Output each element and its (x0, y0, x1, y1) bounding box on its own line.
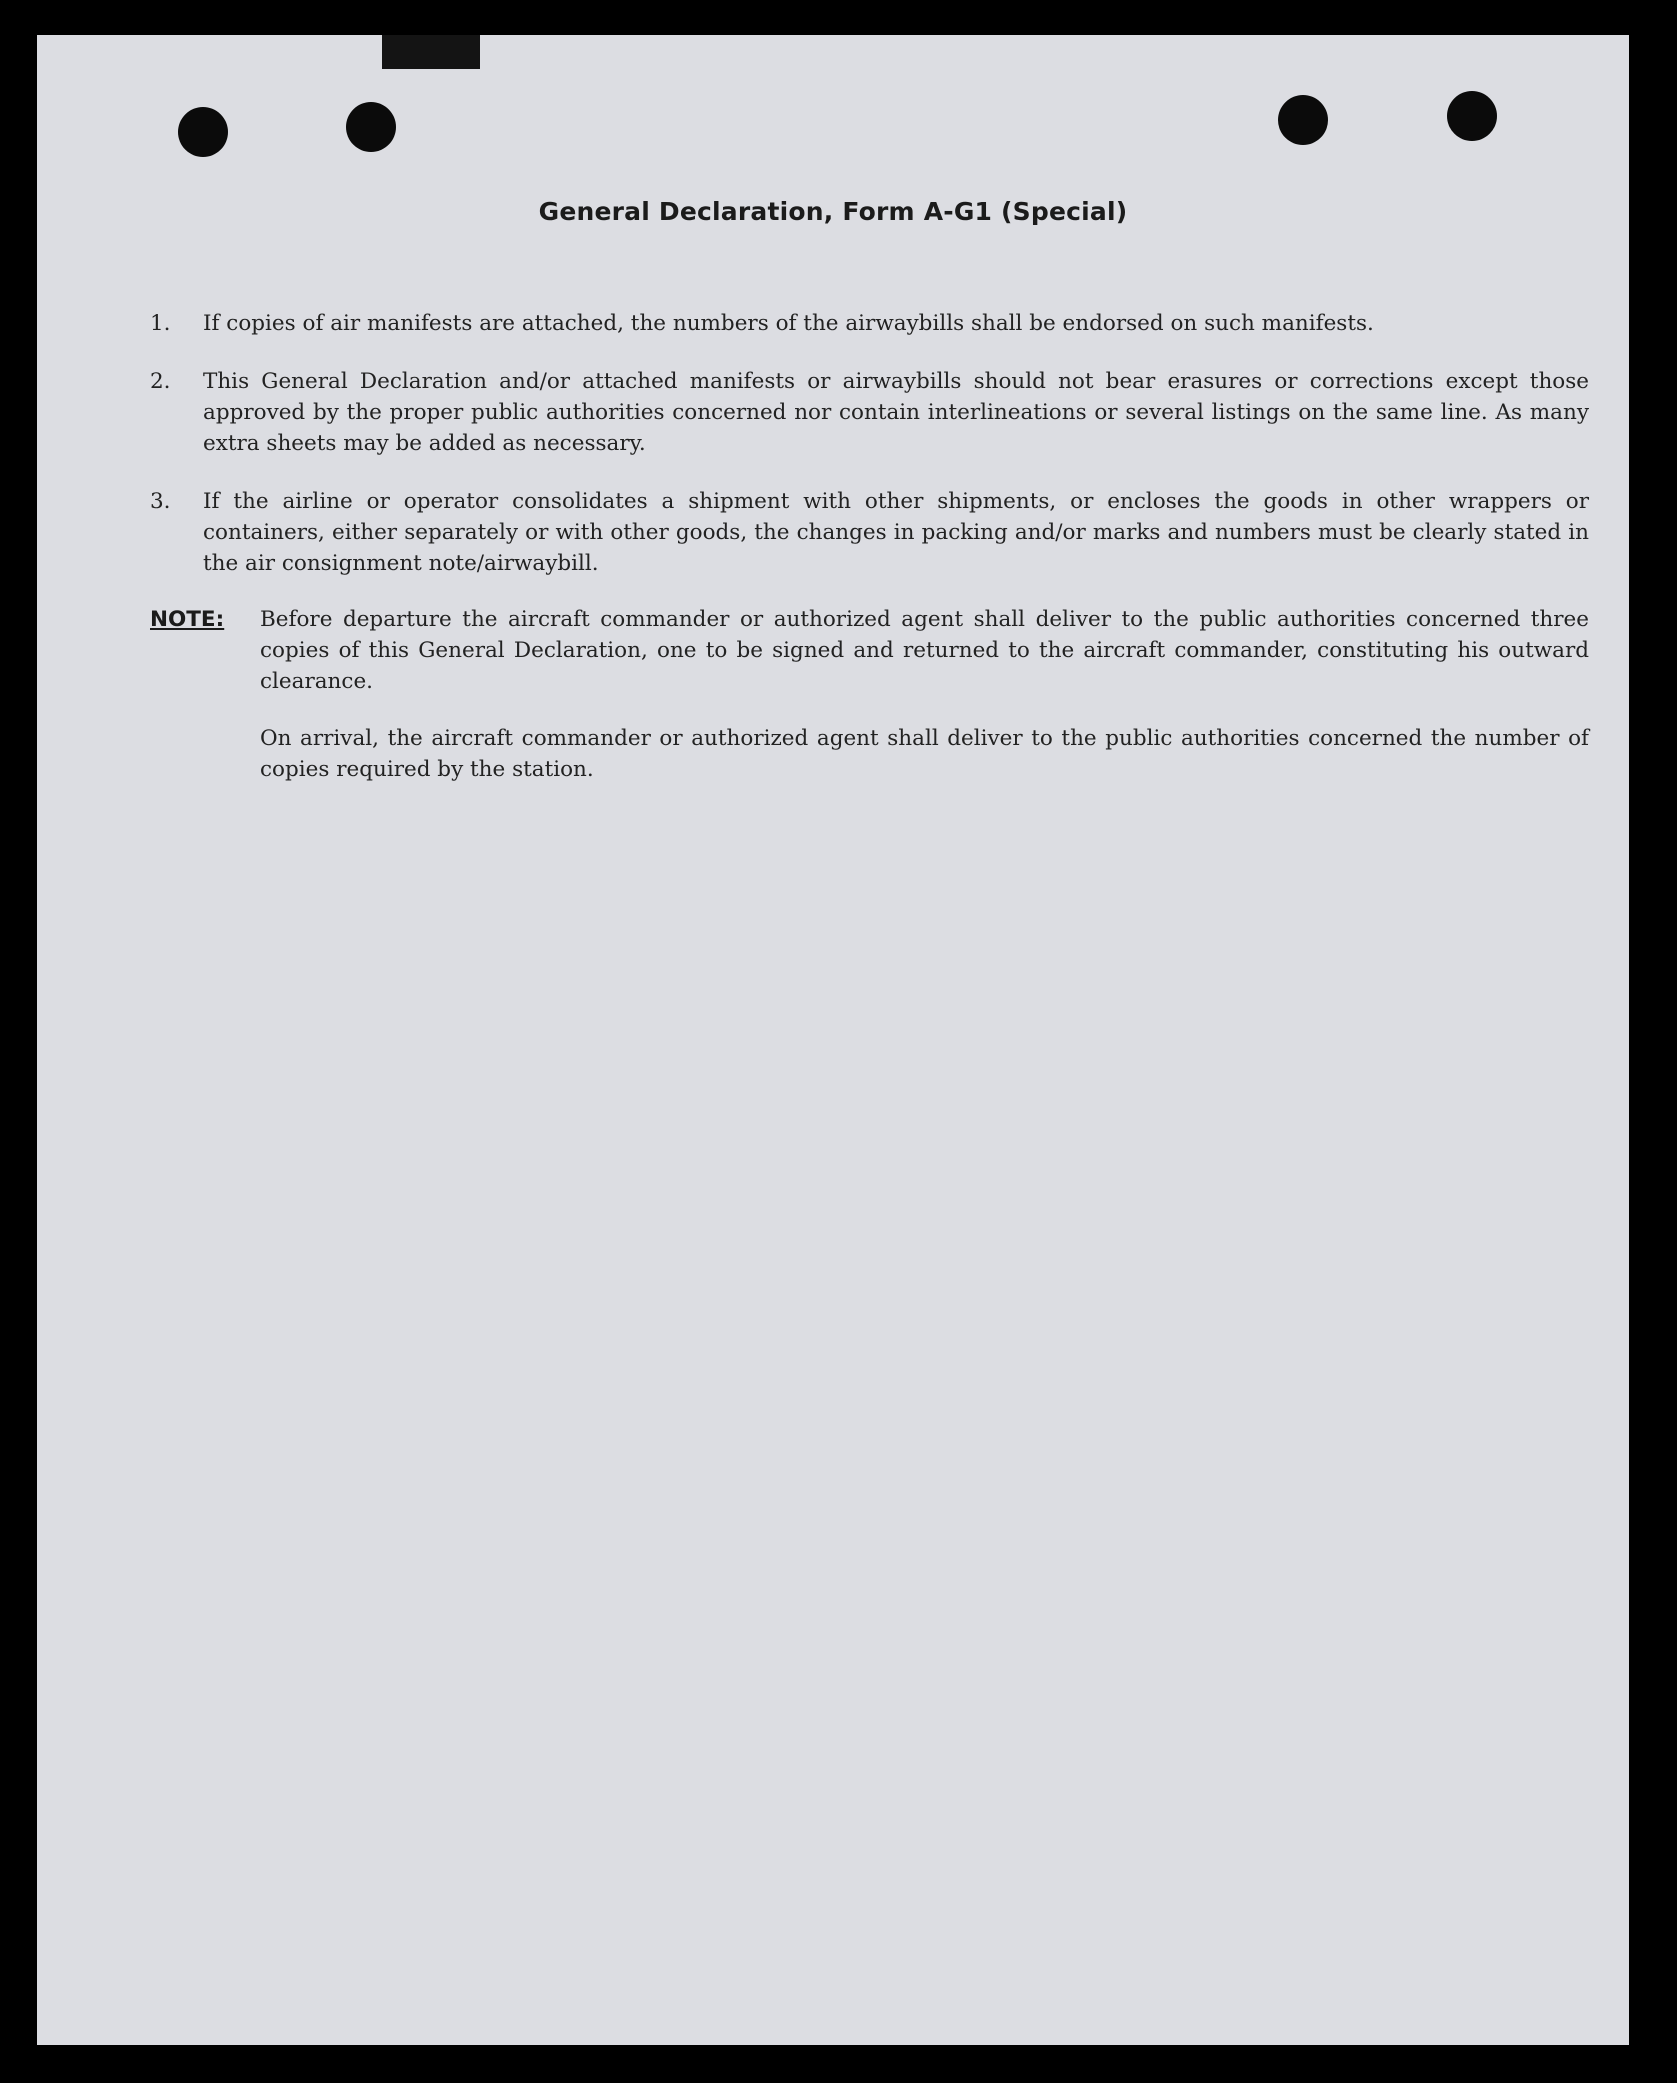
item-number: 1. (150, 311, 171, 336)
note-label: NOTE: (150, 607, 225, 632)
note-block (150, 604, 1589, 697)
note-paragraph: On arrival, the aircraft commander or authorized agent shall deliver to the public authorities concerned the number of copies required by the station. (260, 726, 1589, 782)
item-number: 2. (150, 369, 171, 394)
punch-hole (346, 102, 396, 152)
note-paragraph: Before departure the aircraft commander or authorized agent shall deliver to the public authorities concerned three copies of this General Declaration, one to be signed and returned to the aircraft commander, constituting his outward clearance. (260, 607, 1589, 694)
instruction-item (150, 308, 1589, 339)
page-tab-mark (382, 35, 480, 69)
item-text: This General Declaration and/or attached manifests or airwaybills should not bear erasures or corrections except those approved by the proper public authorities concerned nor contain interlineations or several listings on the same line. As many extra sheets may be added as necessary. (203, 369, 1589, 456)
document-title: General Declaration, Form A-G1 (Special) (538, 197, 1128, 226)
punch-hole (1447, 91, 1497, 141)
document-page (37, 35, 1629, 2045)
item-text: If the airline or operator consolidates a shipment with other shipments, or encloses the goods in other wrappers or containers, either separately or with other goods, the changes in packing and/or marks and numbers must be clearly stated in the air consignment note/airwaybill. (203, 489, 1589, 576)
item-number: 3. (150, 489, 171, 514)
instruction-item (150, 486, 1589, 579)
instruction-item (150, 366, 1589, 459)
item-text: If copies of air manifests are attached, the numbers of the airwaybills shall be endorsed on such manifests. (203, 311, 1374, 336)
punch-hole (1278, 95, 1328, 145)
punch-hole (178, 107, 228, 157)
